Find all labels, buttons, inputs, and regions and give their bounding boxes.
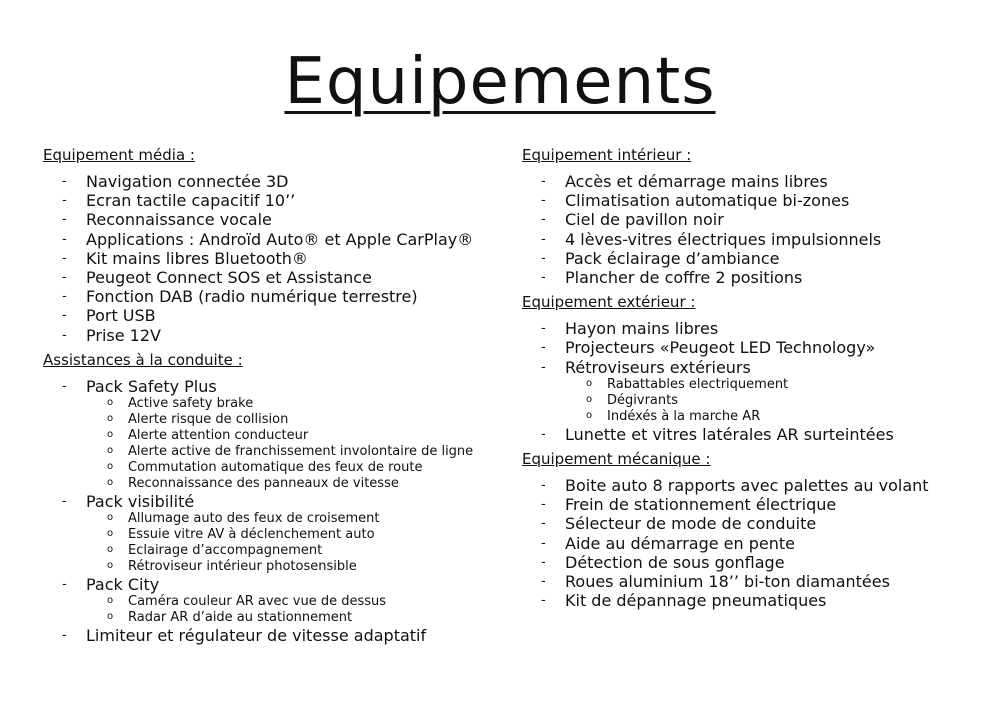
- list-item: [43, 191, 483, 210]
- list-item: [43, 172, 483, 191]
- section-title: Equipement intérieur :: [522, 146, 692, 164]
- list-item-label: Lunette et vitres latérales AR surteintées: [565, 424, 894, 444]
- list-item: [43, 249, 483, 268]
- section-equipement-mecanique: [522, 450, 972, 610]
- sub-list: [86, 511, 483, 575]
- list-item-label: Kit mains libres Bluetooth®: [86, 248, 308, 268]
- list-item: [522, 534, 972, 553]
- equipment-list: [522, 172, 972, 287]
- list-item: [43, 230, 483, 249]
- list-item: [522, 591, 972, 610]
- list-item: [43, 575, 483, 626]
- list-item: [522, 319, 972, 338]
- sub-list-item: o Alerte risque de collision: [86, 412, 483, 428]
- list-item: [43, 287, 483, 306]
- list-item-label: Peugeot Connect SOS et Assistance: [86, 268, 372, 288]
- list-item-label: Navigation connectée 3D: [86, 172, 289, 191]
- list-item-label: 4 lèves-vitres électriques impulsionnels: [565, 229, 882, 249]
- section-equipement-exterieur: [522, 293, 972, 444]
- sub-list-item: o Rabattables electriquement: [565, 377, 972, 393]
- list-item-label: Boite auto 8 rapports avec palettes au volant: [565, 476, 929, 496]
- list-item-label: Ecran tactile capacitif 10’’: [86, 191, 296, 211]
- list-item-label: Climatisation automatique bi-zones: [565, 191, 850, 211]
- list-item-label: Frein de stationnement électrique: [565, 495, 837, 515]
- list-item: [43, 492, 483, 575]
- list-item: [522, 553, 972, 572]
- page-title: [0, 44, 1000, 120]
- list-item: [43, 626, 483, 645]
- list-item-label: Aide au démarrage en pente: [565, 533, 795, 553]
- section-title: Equipement mécanique :: [522, 450, 711, 469]
- list-item-label: Port USB: [86, 306, 156, 326]
- section-title: Equipement extérieur :: [522, 293, 696, 312]
- list-item-label: Limiteur et régulateur de vitesse adaptatif: [86, 626, 427, 646]
- list-item-label: Prise 12V: [86, 325, 161, 345]
- sub-list-item: o Allumage auto des feux de croisement: [86, 511, 483, 527]
- list-item-label: Hayon mains libres: [565, 319, 719, 339]
- list-item-label: Roues aluminium 18’’ bi-ton diamantées: [565, 572, 890, 592]
- list-item-label: Accès et démarrage mains libres: [565, 172, 828, 191]
- sub-list-item: o Radar AR d’aide au stationnement: [86, 610, 483, 626]
- list-item: [43, 377, 483, 492]
- equipment-list: [43, 377, 483, 646]
- sub-list-item: o Alerte attention conducteur: [86, 428, 483, 444]
- list-item-label: Applications : Androïd Auto® et Apple CarPlay®: [86, 229, 474, 249]
- sub-list-item: o Dégivrants: [565, 393, 972, 409]
- sub-list-item: o Eclairage d’accompagnement: [86, 543, 483, 559]
- list-item: [522, 495, 972, 514]
- list-item: [43, 210, 483, 229]
- list-item: [522, 358, 972, 425]
- list-item-label: Rétroviseurs extérieurs: [565, 357, 751, 377]
- list-item-label: Reconnaissance vocale: [86, 210, 272, 230]
- equipment-list: [522, 476, 972, 610]
- equipment-list: [522, 319, 972, 444]
- sub-list: [86, 594, 483, 626]
- sub-list-item: o Reconnaissance des panneaux de vitesse: [86, 476, 483, 492]
- list-item: [522, 230, 972, 249]
- sub-list-item: o Active safety brake: [86, 396, 483, 412]
- list-item: [522, 514, 972, 533]
- list-item: [43, 306, 483, 325]
- sub-list-item: o Alerte active de franchissement involontaire de ligne: [86, 444, 483, 460]
- sub-list-item: o Essuie vitre AV à déclenchement auto: [86, 527, 483, 543]
- list-item: [522, 338, 972, 357]
- list-item-label: Pack City: [86, 575, 160, 595]
- list-item-label: Pack visibilité: [86, 492, 195, 512]
- sub-list: [86, 396, 483, 492]
- list-item-label: Plancher de coffre 2 positions: [565, 268, 803, 288]
- sub-list-item: o Indéxés à la marche AR: [565, 409, 972, 425]
- list-item-label: Fonction DAB (radio numérique terrestre): [86, 287, 418, 307]
- list-item: [522, 476, 972, 495]
- list-item-label: Sélecteur de mode de conduite: [565, 514, 817, 534]
- list-item: [522, 191, 972, 210]
- list-item: [43, 326, 483, 345]
- page-title-text: Equipements: [284, 45, 716, 119]
- sub-list-item: o Commutation automatique des feux de route: [86, 460, 483, 476]
- sub-list-item: o Caméra couleur AR avec vue de dessus: [86, 594, 483, 610]
- list-item-label: Projecteurs «Peugeot LED Technology»: [565, 338, 876, 358]
- list-item: [522, 425, 972, 444]
- list-item: [522, 249, 972, 268]
- list-item-label: Pack Safety Plus: [86, 376, 217, 396]
- right-column: [522, 146, 972, 616]
- sub-list-item: o Rétroviseur intérieur photosensible: [86, 559, 483, 575]
- list-item: [522, 268, 972, 287]
- list-item: [522, 572, 972, 591]
- sub-list: [565, 377, 972, 425]
- section-title: Equipement média :: [43, 146, 195, 164]
- section-equipement-interieur: [522, 146, 972, 287]
- list-item-label: Kit de dépannage pneumatiques: [565, 591, 827, 611]
- list-item-label: Ciel de pavillon noir: [565, 210, 724, 230]
- equipment-list: [43, 172, 483, 345]
- section-equipement-media: [43, 146, 483, 345]
- list-item-label: Pack éclairage d’ambiance: [565, 248, 780, 268]
- list-item-label: Détection de sous gonflage: [565, 552, 785, 572]
- section-assistances-a-la-conduite: [43, 351, 483, 646]
- list-item: [522, 172, 972, 191]
- list-item: [43, 268, 483, 287]
- left-column: [43, 146, 483, 652]
- list-item: [522, 210, 972, 229]
- section-title: Assistances à la conduite :: [43, 350, 243, 369]
